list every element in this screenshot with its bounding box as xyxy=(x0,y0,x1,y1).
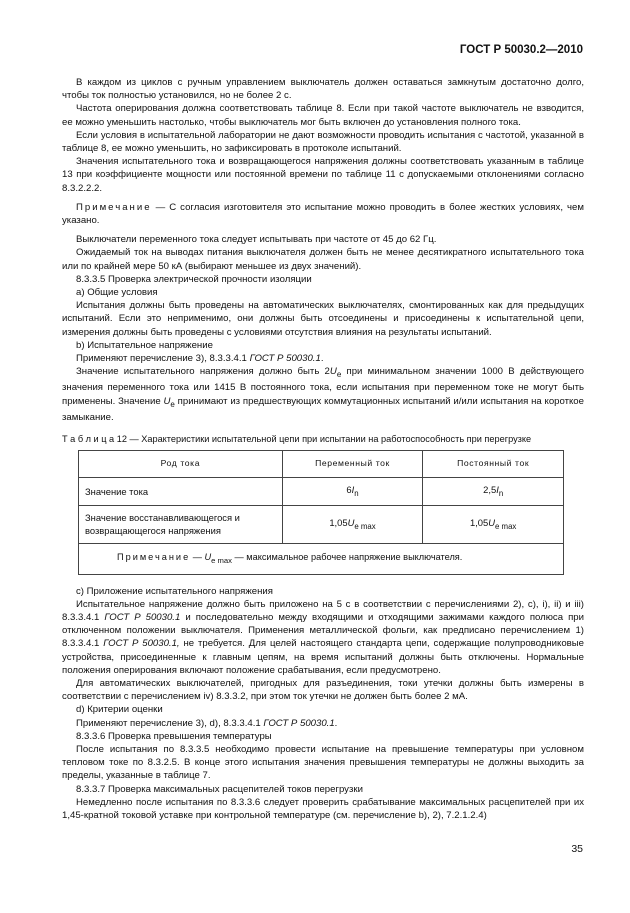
text-run: при минимальном значении 1000 В действующего значения переменного тока или 1415 В постоянного тока, если испытания при переменном токе не могут быть применены. Значение xyxy=(62,366,584,407)
text-run: принимают из предшествующих коммутационных испытаний и/или испытания на короткое замыкание. xyxy=(62,395,584,423)
subsection-heading: с) Приложение испытательного напряжения xyxy=(76,585,273,597)
standard-reference: ГОСТ Р 50030.1, xyxy=(103,638,180,650)
paragraph xyxy=(62,598,584,677)
table-cell: $6I_n$ xyxy=(282,478,423,506)
subsection-heading: а) Общие условия xyxy=(76,287,158,299)
symbol: U xyxy=(163,395,171,407)
paragraph: Выключатели переменного тока следует испытывать при частоте от 45 до 62 Гц. xyxy=(76,234,437,246)
paragraph xyxy=(62,717,584,730)
note xyxy=(62,201,584,227)
row-label: Значение восстанавливающегося и возвращающегося напряжения xyxy=(79,506,283,543)
column-header: Род тока xyxy=(79,451,283,478)
text-run: . xyxy=(320,353,324,365)
table-12 xyxy=(78,450,564,575)
symbol-subscript: e xyxy=(336,370,342,380)
note-text: — С согласия изготовителя это испытание можно проводить в более жестких условиях, чем указано. xyxy=(62,201,584,227)
subsection-heading: b) Испытательное напряжение xyxy=(76,339,213,351)
table-header-row xyxy=(79,451,564,478)
paragraph: Значения испытательного тока и возвращающегося напряжения должны соответствовать указанным в таблице 13 при коэффициенте мощности или постоянной времени по таблице 11 с допускаемыми отклонениями согласно 8.3.2.2.2. xyxy=(62,156,584,194)
row-label: Значение тока xyxy=(79,478,283,506)
table-cell: $1,05U_{e max}$ xyxy=(282,506,423,543)
paragraph xyxy=(62,352,584,365)
text-run: Применяют перечисление 3), 8.3.3.4.1 xyxy=(76,353,250,365)
text-run: . xyxy=(334,717,338,729)
standard-reference: ГОСТ Р 50030.1 xyxy=(104,612,181,624)
text-run: Испытательное напряжение должно быть приложено на 5 с в соответствии с перечислениями 2), с), i), ii) и iii) 8.3.3.4.1 xyxy=(62,598,584,624)
symbol-subscript: e xyxy=(170,399,175,409)
paragraph: Немедленно после испытания по 8.3.3.6 следует проверить срабатывание максимальных расцепителей при их 1,45-кратной токовой уставке при контрольной температуре (см. перечисление b), 2), 7.2.1.2.4) xyxy=(62,796,584,822)
standard-reference: ГОСТ Р 50030.1 xyxy=(263,717,335,729)
section-heading: 8.3.3.5 Проверка электрической прочности изоляции xyxy=(76,273,312,285)
paragraph: Для автоматических выключателей, пригодных для разъединения, токи утечки должны быть измерены в соответствии с перечислением iv) 8.3.3.2, при этом ток утечки не должен быть более 2 мА. xyxy=(62,678,584,703)
table-row xyxy=(79,478,564,506)
text-run: Значение испытательного напряжения должно быть 2 xyxy=(76,366,330,378)
table-row xyxy=(79,506,564,543)
text-run: Применяют перечисление 3), d), 8.3.3.4.1 xyxy=(76,717,264,729)
section-heading: 8.3.3.7 Проверка максимальных расцепителей токов перегрузки xyxy=(76,783,363,795)
subsection-heading: d) Критерии оценки xyxy=(76,704,163,716)
table-note-row xyxy=(79,543,564,574)
paragraph xyxy=(62,365,584,424)
note-label: Примечание xyxy=(76,201,152,213)
paragraph: Частота оперирования должна соответствовать таблице 8. Если при такой частоте выключатель не взводится, ее можно уменьшить настолько, чтобы выключатель мог быть включен до установления полного тока. xyxy=(62,103,584,128)
table-caption: Т а б л и ц а 12 — Характеристики испытательной цепи при испытании на работоспособность при перегрузке xyxy=(62,433,532,444)
column-header: Переменный ток xyxy=(282,451,423,478)
paragraph: Ожидаемый ток на выводах питания выключателя должен быть не менее десятикратного испытательного тока или по крайней мере 50 кА (выбирают меньшее из двух значений). xyxy=(62,247,584,272)
text-run: и последовательно между входящими и отходящими зажимами каждого полюса при отключенном положении выключателя. Применения металлической фольги, как предписано перечислением 1) 8.3.3.4.1 xyxy=(62,612,584,650)
text-run: не требуется. Для целей настоящего стандарта цепи, содержащие полупроводниковые устройства, присоединенные к главным цепям, на время испытаний должны быть отключены. Нормальные положения оперирования включают положение срабатывания, если предусмотрено. xyxy=(62,638,584,676)
paragraph: Испытания должны быть проведены на автоматических выключателях, смонтированных как для предыдущих испытаний. Если это неприменимо, они должны быть отсоединены и присоединены к испытательной цепи, измерения должны быть проведены с условиями отсутствия влияния на результаты испытаний. xyxy=(62,300,584,338)
paragraph: В каждом из циклов с ручным управлением выключатель должен оставаться замкнутым достаточно долго, чтобы ток полностью установился, но не более 2 с. xyxy=(62,77,584,102)
symbol: U xyxy=(329,366,337,378)
page-number: 35 xyxy=(571,843,583,855)
table-cell: $1,05U_{e max}$ xyxy=(423,506,564,543)
paragraph: Если условия в испытательной лаборатории не дают возможности проводить испытания с частотой, указанной в таблице 8, ее можно уменьшить, но зафиксировать в протоколе испытаний. xyxy=(62,129,584,155)
table-note: Примечание — $U_{e max}$ — максимальное рабочее напряжение выключателя. xyxy=(79,543,564,574)
page-content xyxy=(62,76,584,822)
document-header: ГОСТ Р 50030.2—2010 xyxy=(459,44,583,56)
section-heading: 8.3.3.6 Проверка превышения температуры xyxy=(76,730,272,742)
standard-reference: ГОСТ Р 50030.1 xyxy=(249,353,321,365)
column-header: Постоянный ток xyxy=(423,451,564,478)
table-cell: $2,5I_n$ xyxy=(423,478,564,506)
paragraph: После испытания по 8.3.3.5 необходимо провести испытание на превышение температуры при условном тепловом токе по 8.3.2.5. В конце этого испытания значения превышения температуры не должны выходить за пределы, указанные в таблице 7. xyxy=(62,744,584,782)
